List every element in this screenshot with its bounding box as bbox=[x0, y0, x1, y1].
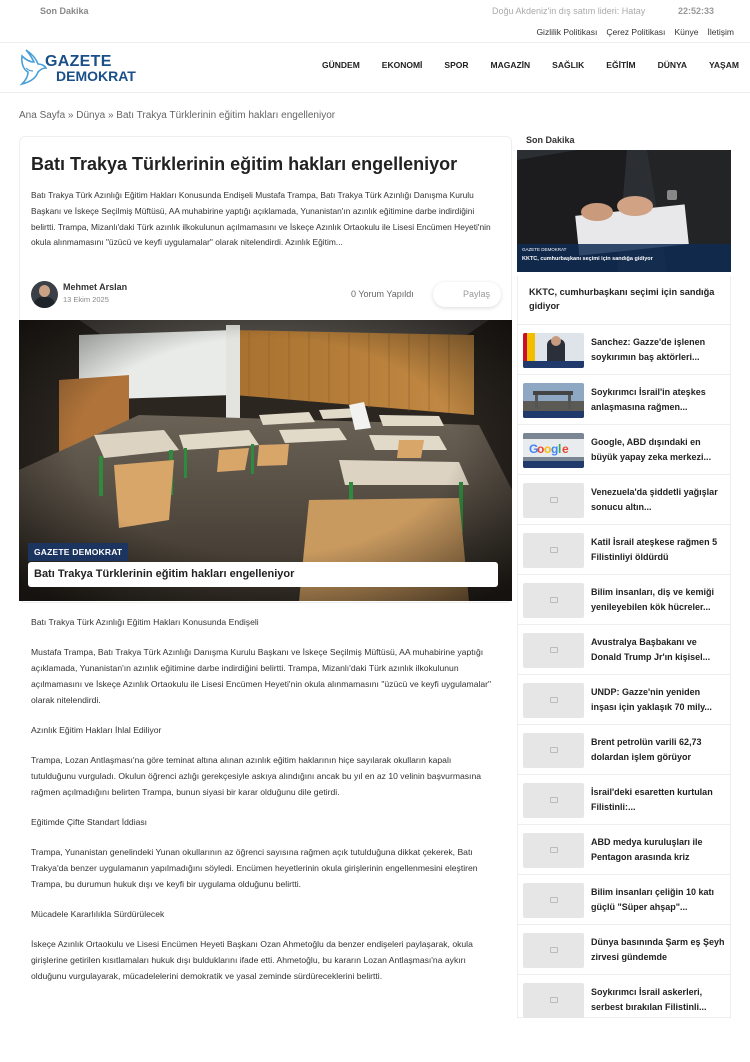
sidebar-news-item[interactable] bbox=[517, 924, 731, 974]
site-logo[interactable] bbox=[18, 48, 136, 86]
news-title: Dünya basınında Şarm eş Şeyh zirvesi gündemde bbox=[591, 937, 725, 962]
news-title: Bilim insanları, diş ve kemiği yenileyebilen kök hücreler... bbox=[591, 587, 715, 612]
image-placeholder-icon bbox=[523, 883, 584, 918]
nav-spor[interactable]: SPOR bbox=[444, 60, 469, 70]
svg-text:e: e bbox=[562, 442, 569, 456]
feature-source: GAZETE DEMOKRAT bbox=[522, 247, 567, 252]
logo-text-bottom: DEMOKRAT bbox=[56, 68, 136, 84]
news-title: Google, ABD dışındaki en büyük yapay zeka merkezi... bbox=[591, 437, 712, 462]
news-thumbnail bbox=[523, 333, 584, 368]
sidebar-news-item[interactable] bbox=[517, 524, 731, 574]
sidebar-news-item[interactable] bbox=[517, 324, 731, 374]
article-subheading: Eğitimde Çifte Standart İddiası bbox=[31, 817, 148, 827]
sidebar-news-item[interactable] bbox=[517, 474, 731, 524]
sidebar-news-item[interactable] bbox=[517, 574, 731, 624]
nav-dunya[interactable]: DÜNYA bbox=[657, 60, 688, 70]
publish-date: 13 Ekim 2025 bbox=[63, 295, 109, 304]
sidebar-news-item[interactable] bbox=[517, 774, 731, 824]
image-placeholder-icon bbox=[523, 783, 584, 818]
article-paragraph: Batı Trakya Türk Azınlığı Eğitim Hakları Konusunda Endişeli bbox=[31, 617, 259, 627]
article-paragraph: Trampa, Yunanistan genelindeki Yunan okullarının az öğrenci sayısına rağmen açık tutulduğuna dikkat çekerek, Batı Trakya'da benzer uygulamanın yapılmadığını söyledi. Encümen heyetlerinin okula girişlerinin engellenmesini eleştiren Trampa, bu durumun hukuk dışı ve keyfi bir uygulama olduğunu belirtti. bbox=[31, 847, 478, 889]
sidebar-news-item[interactable] bbox=[517, 724, 731, 774]
divider bbox=[0, 42, 750, 43]
nav-magazin[interactable]: MAGAZİN bbox=[490, 60, 531, 70]
news-title: Avustralya Başbakanı ve Donald Trump Jr'ın kişisel... bbox=[591, 637, 711, 662]
author-name[interactable]: Mehmet Arslan bbox=[63, 282, 128, 292]
image-placeholder-icon bbox=[523, 533, 584, 568]
image-caption: Batı Trakya Türklerinin eğitim hakları engelleniyor bbox=[28, 562, 498, 587]
dove-logo-icon bbox=[18, 48, 48, 86]
nav-egitim[interactable]: EĞİTİM bbox=[606, 60, 636, 70]
sidebar-news-item[interactable] bbox=[517, 874, 731, 924]
article-paragraph: İskeçe Azınlık Ortaokulu ve Lisesi Encümen Heyeti Başkanı Ozan Ahmetoğlu da benzer endişeleri paylaşarak, okula girişlerine getirilen kısıtlamaları hukuk dışı bulduklarını ifade etti. Ahmetoğlu, bu kararın Lozan Antlaşması'na aykırı olduğunu vurgulayarak, mücadelelerini demokratik ve yasal zeminde sürdüreceklerini belirtti. bbox=[31, 939, 473, 981]
logo-text-top: GAZETE bbox=[45, 53, 112, 70]
image-placeholder-icon bbox=[523, 683, 584, 718]
image-placeholder-icon bbox=[523, 483, 584, 518]
news-title: Soykırımcı İsrail askerleri, serbest bırakılan Filistinli... bbox=[591, 987, 707, 1012]
news-title: Brent petrolün varili 62,73 dolardan işlem görüyor bbox=[591, 737, 702, 762]
clock: 22:52:33 bbox=[678, 6, 715, 16]
comments-link[interactable]: 0 Yorum Yapıldı bbox=[351, 289, 414, 299]
sidebar-news-item[interactable] bbox=[517, 674, 731, 724]
news-title: Sanchez: Gazze'de işlenen soykırımın baş aktörleri... bbox=[591, 337, 706, 362]
svg-text:o: o bbox=[544, 442, 552, 456]
news-title: UNDP: Gazze'nin yeniden inşası için yaklaşık 70 mily... bbox=[591, 687, 712, 712]
image-source-badge: GAZETE DEMOKRAT bbox=[28, 543, 128, 561]
article-body bbox=[31, 614, 497, 998]
image-placeholder-icon bbox=[523, 583, 584, 618]
article-subheading: Mücadele Kararlılıkla Sürdürülecek bbox=[31, 909, 165, 919]
news-thumbnail bbox=[523, 433, 584, 468]
image-placeholder-icon bbox=[523, 733, 584, 768]
sidebar-news-item[interactable] bbox=[517, 974, 731, 1024]
link-cookies[interactable]: Çerez Politikası bbox=[606, 27, 666, 37]
breaking-news-label: Son Dakika bbox=[40, 6, 89, 16]
sidebar-feature-caption bbox=[517, 244, 731, 272]
sidebar-feature-title[interactable]: KKTC, cumhurbaşkanı seçimi için sandığa gidiyor bbox=[529, 287, 715, 311]
link-imprint[interactable]: Künye bbox=[674, 27, 699, 37]
svg-text:G: G bbox=[529, 442, 539, 456]
article-summary: Batı Trakya Türk Azınlığı Eğitim Hakları Konusunda Endişeli Mustafa Trampa, Batı Trakya Türk Azınlığı Danışma Kurulu Başkanı ve İskeçe Seçilmiş Müftüsü, AA muhabirine yaptığı açıklamada, Yunanistan'ın azınlık eğitimine darbe indirdiğini belirtti. Trampa, Mizanlı'daki Türk azınlık ilkokulunun açılmamasını ve İskeçe Azınlık Ortaokulu ile Lisesi Encümen Heyeti'nin okula alınmamasını "üzücü ve keyfi uygulamalar" olarak nitelendirdi. Azınlık Eğitim... bbox=[31, 190, 491, 248]
nav-yasam[interactable]: YAŞAM bbox=[709, 60, 739, 70]
nav-saglik[interactable]: SAĞLIK bbox=[552, 60, 585, 70]
image-placeholder-icon bbox=[523, 833, 584, 868]
svg-text:g: g bbox=[551, 442, 559, 456]
link-privacy[interactable]: Gizlilik Politikası bbox=[536, 27, 598, 37]
top-bar bbox=[0, 0, 750, 22]
news-title: İsrail'deki esaretten kurtulan Filistinli:... bbox=[591, 787, 713, 812]
sidebar-news-item[interactable] bbox=[517, 824, 731, 874]
divider bbox=[0, 92, 750, 93]
image-placeholder-icon bbox=[523, 983, 584, 1018]
share-label: Paylaş bbox=[462, 289, 490, 299]
news-title: Bilim insanları çeliğin 10 katı güçlü "Süper ahşap"... bbox=[591, 887, 715, 912]
news-title: Katil İsrail ateşkese rağmen 5 Filistinliyi öldürdü bbox=[591, 537, 718, 562]
image-placeholder-icon bbox=[523, 633, 584, 668]
svg-text:l: l bbox=[558, 442, 562, 456]
news-title: Soykırımcı İsrail'in ateşkes anlaşmasına rağmen... bbox=[591, 387, 706, 412]
news-ticker[interactable]: Doğu Akdeniz'in dış satım lideri: Hatay bbox=[492, 6, 646, 16]
link-contact[interactable]: İletişim bbox=[707, 27, 734, 37]
news-title: ABD medya kuruluşları ile Pentagon arasında kriz bbox=[591, 837, 703, 862]
breadcrumb[interactable]: Ana Sayfa » Dünya » Batı Trakya Türklerinin eğitim hakları engelleniyor bbox=[19, 110, 336, 121]
image-placeholder-icon bbox=[523, 933, 584, 968]
share-button[interactable] bbox=[433, 282, 501, 307]
news-thumbnail bbox=[523, 383, 584, 418]
sidebar-news-list bbox=[517, 324, 731, 1024]
top-links bbox=[536, 27, 734, 37]
article-paragraph: Trampa, Lozan Antlaşması'na göre teminat altına alınan azınlık eğitim haklarının hiçe sayılarak okulların kapalı tutulduğunu vurguladı. Okulun öğrenci azlığı gerekçesiyle askıya alındığını ancak bu yıl en az 10 velinin başvurmasına rağmen açılmadığını belirten Trampa, bunun siyasi bir karar olduğunu dile getirdi. bbox=[31, 755, 482, 797]
sidebar-news-item[interactable] bbox=[517, 424, 731, 474]
article-title: Batı Trakya Türklerinin eğitim hakları engelleniyor bbox=[31, 154, 458, 174]
sidebar-title: Son Dakika bbox=[526, 135, 575, 145]
nav-ekonomi[interactable]: EKONOMİ bbox=[381, 60, 423, 70]
feature-caption: KKTC, cumhurbaşkanı seçimi için sandığa gidiyor bbox=[522, 256, 653, 262]
author-avatar[interactable] bbox=[31, 281, 58, 308]
news-title: Venezuela'da şiddetli yağışlar sonucu altın... bbox=[591, 487, 718, 512]
article-subheading: Azınlık Eğitim Hakları İhlal Ediliyor bbox=[31, 725, 162, 735]
sidebar-news-item[interactable] bbox=[517, 624, 731, 674]
sidebar-news-item[interactable] bbox=[517, 374, 731, 424]
svg-text:o: o bbox=[537, 442, 545, 456]
main-nav bbox=[322, 60, 750, 71]
article-paragraph: Mustafa Trampa, Batı Trakya Türk Azınlığı Danışma Kurulu Başkanı ve İskeçe Seçilmiş Müftüsü, AA muhabirine yaptığı açıklamada, Yunanistan'ın azınlık eğitimine darbe indirdiğini belirtti. Trampa, Mizanlı'daki Türk azınlık ilkokulunun açılmamasını ve İskeçe Azınlık Ortaokulu ile Lisesi Encümen Heyeti'nin okula alınmamasını "üzücü ve keyfi uygulamalar" olarak nitelendirdi. bbox=[31, 647, 492, 705]
nav-gundem[interactable]: GÜNDEM bbox=[322, 60, 360, 70]
